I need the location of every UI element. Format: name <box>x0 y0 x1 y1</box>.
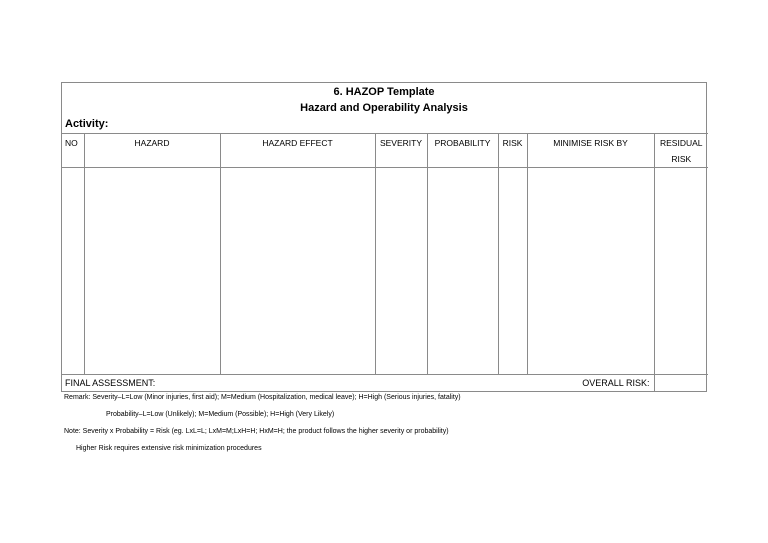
cell-hazard-effect[interactable] <box>220 168 375 375</box>
page-subtitle: Hazard and Operability Analysis <box>300 102 468 114</box>
col-header-severity: SEVERITY <box>375 134 427 168</box>
col-header-no: NO <box>62 134 84 168</box>
cell-hazard[interactable] <box>84 168 220 375</box>
page-title: 6. HAZOP Template <box>333 86 435 98</box>
cell-no[interactable] <box>62 168 84 375</box>
col-header-minimise-risk-by: MINIMISE RISK BY <box>527 134 654 168</box>
overall-risk-label: OVERALL RISK: <box>582 378 650 388</box>
overall-risk-value[interactable] <box>654 375 708 392</box>
col-header-risk: RISK <box>498 134 527 168</box>
footer-label-cell <box>62 375 654 392</box>
risk-formula-note: Note: Severity x Probability = Risk (eg. LxL=L; LxM=M;LxH=H; HxM=H; the product follows the higher severity or probability) <box>64 428 449 435</box>
cell-risk[interactable] <box>498 168 527 375</box>
cell-probability[interactable] <box>427 168 498 375</box>
cell-residual-risk[interactable] <box>654 168 708 375</box>
final-assessment-label: FINAL ASSESSMENT: <box>65 378 156 388</box>
footer-row <box>62 375 708 392</box>
form-frame <box>61 82 707 392</box>
hazop-template-sheet <box>61 82 707 392</box>
hazop-table <box>62 133 708 391</box>
col-header-hazard-effect: HAZARD EFFECT <box>220 134 375 168</box>
probability-note: Probability–L=Low (Unlikely); M=Medium (Possible); H=High (Very Likely) <box>106 411 335 418</box>
activity-label: Activity: <box>65 118 109 130</box>
col-header-hazard: HAZARD <box>84 134 220 168</box>
title-block <box>62 84 706 116</box>
remark-note: Remark: Severity–L=Low (Minor injuries, first aid); M=Medium (Hospitalization, medical leave); H=High (Serious injuries, fatality) <box>64 394 461 401</box>
cell-minimise-risk-by[interactable] <box>527 168 654 375</box>
cell-severity[interactable] <box>375 168 427 375</box>
col-header-probability: PROBABILITY <box>427 134 498 168</box>
col-header-residual-risk: RESIDUAL RISK <box>654 134 708 168</box>
header-row <box>62 134 708 168</box>
higher-risk-note: Higher Risk requires extensive risk minimization procedures <box>76 445 262 452</box>
entry-row <box>62 168 708 375</box>
